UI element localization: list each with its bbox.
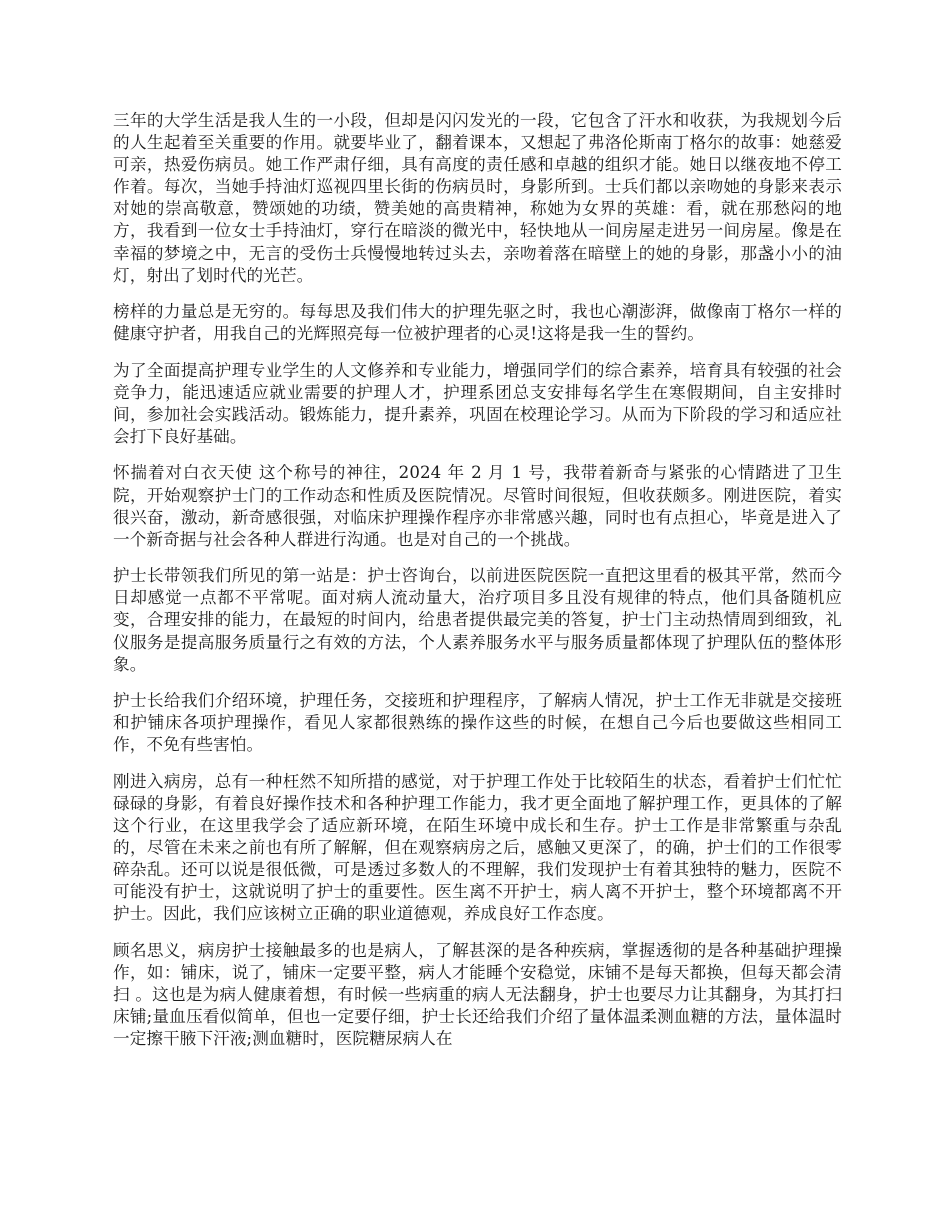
document-page — [113, 110, 842, 1065]
paragraph: 护士长给我们介绍环境，护理任务，交接班和护理程序，了解病人情况，护士工作无非就是交接班和护铺床各项护理操作，看见人家都很熟练的操作这些的时候，在想自己今后也要做这些相同工作，不免有些害怕。 — [113, 691, 842, 755]
paragraph: 护士长带领我们所见的第一站是：护士咨询台，以前进医院医院一直把这里看的极其平常，然而今日却感觉一点都不平常呢。面对病人流动量大，治疗项目多且没有规律的特点，他们具备随机应变，合理安排的能力，在最短的时间内，给患者提供最完美的答复，护士门主动热情周到细致，礼仪服务是提高服务质量行之有效的方法，个人素养服务水平与服务质量都体现了护理队伍的整体形象。 — [113, 566, 842, 674]
paragraph: 刚进入病房，总有一种枉然不知所措的感觉，对于护理工作处于比较陌生的状态，看着护士们忙忙碌碌的身影，有着良好操作技术和各种护理工作能力，我才更全面地了解护理工作，更具体的了解这个行业，在这里我学会了适应新环境，在陌生环境中成长和生存。护士工作是非常繁重与杂乱的，尽管在未来之前也有所了解解，但在观察病房之后，感触又更深了，的确，护士们的工作很零碎杂乱。还可以说是很低微，可是透过多数人的不理解，我们发现护士有着其独特的魅力，医院不可能没有护士，这就说明了护士的重要性。医生离不开护士，病人离不开护士，整个环境都离不开护士。因此，我们应该树立正确的职业道德观，养成良好工作态度。 — [113, 771, 842, 924]
paragraph: 三年的大学生活是我人生的一小段，但却是闪闪发光的一段，它包含了汗水和收获，为我规划今后的人生起着至关重要的作用。就要毕业了，翻着课本，又想起了弗洛伦斯南丁格尔的故事：她慈爱可亲，热爱伤病员。她工作严肃仔细，具有高度的责任感和卓越的组织才能。她日以继夜地不停工作着。每次，当她手持油灯巡视四里长街的伤病员时，身影所到。士兵们都以亲吻她的身影来表示对她的崇高敬意，赞颂她的功绩，赞美她的高贵精神，称她为女界的英雄：看，就在那愁闷的地方，我看到一位女士手持油灯，穿行在暗淡的微光中，轻快地从一间房屋走进另一间房屋。像是在幸福的梦境之中，无言的受伤士兵慢慢地转过头去，亲吻着落在暗壁上的她的身影，那盏小小的油灯，射出了划时代的光芒。 — [113, 111, 842, 285]
paragraph: 为了全面提高护理专业学生的人文修养和专业能力，增强同学们的综合素养，培育具有较强的社会竞争力，能迅速适应就业需要的护理人才，护理系团总支安排每名学生在寒假期间，自主安排时间，参加社会实践活动。锻炼能力，提升素养，巩固在校理论学习。从而为下阶段的学习和适应社会打下良好基础。 — [113, 360, 842, 446]
paragraph: 怀揣着对白衣天使 这个称号的神往，2024 年 2 月 1 号，我带着新奇与紧张的心情踏进了卫生院，开始观察护士门的工作动态和性质及医院情况。尽管时间很短，但收获颇多。刚进医院，着实很兴奋，激动，新奇感很强，对临床护理操作程序亦非常感兴趣，同时也有点担心，毕竟是进入了一个新奇据与社会各种人群进行沟通。也是对自己的一个挑战。 — [113, 463, 842, 549]
paragraph: 榜样的力量总是无穷的。每每思及我们伟大的护理先驱之时，我也心潮澎湃，做像南丁格尔一样的健康守护者，用我自己的光辉照亮每一位被护理者的心灵!这将是我一生的誓约。 — [113, 302, 842, 344]
paragraph: 顾名思义，病房护士接触最多的也是病人，了解甚深的是各种疾病，掌握透彻的是各种基础护理操作，如：铺床，说了，铺床一定要平整，病人才能睡个安稳觉，床铺不是每天都换，但每天都会清扫 。这也是为病人健康着想，有时候一些病重的病人无法翻身，护士也要尽力让其翻身，为其打扫床铺;量血压看似简单，但也一定要仔细，护士长还给我们介绍了量体温柔测血糖的方法，量体温时一定擦干腋下汗液;测血糖时，医院糖尿病人在 — [113, 940, 842, 1049]
